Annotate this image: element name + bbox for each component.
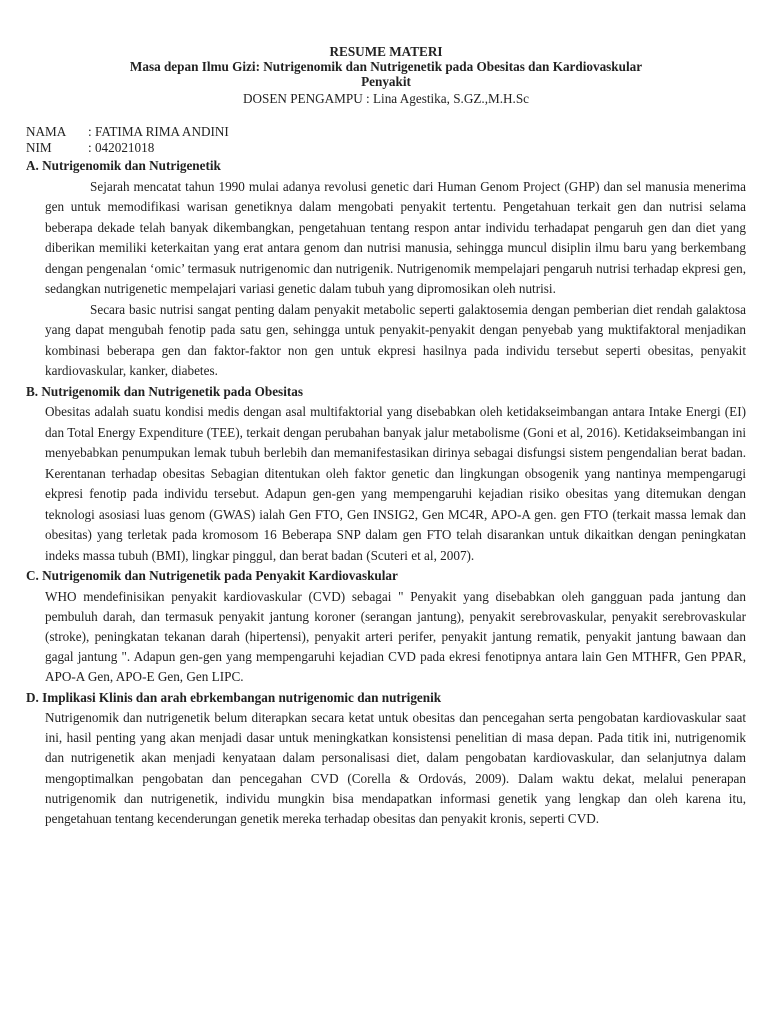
section-b-body	[26, 402, 746, 566]
document-subtitle-line1: Masa depan Ilmu Gizi: Nutrigenomik dan Nutrigenetik pada Obesitas dan Kardiovaskular	[129, 59, 643, 74]
nim-row	[26, 140, 746, 156]
name-row	[26, 124, 746, 140]
document-title: RESUME MATERI	[329, 44, 443, 59]
section-c-body	[26, 587, 746, 688]
nim-label: NIM	[26, 140, 52, 155]
section-d	[26, 688, 746, 830]
document-subtitle-line2: Penyakit	[361, 74, 411, 89]
section-a-body	[26, 177, 746, 382]
section-d-heading: D. Implikasi Klinis dan arah ebrkembangan nutrigenomic dan nutrigenik	[26, 689, 442, 705]
section-a-paragraph-2: Secara basic nutrisi sangat penting dalam penyakit metabolic seperti galaktosemia dengan pemberian diet rendah galaktosa yang dapat mengubah fenotip pada satu gen, sehingga untuk penyakit-penyakit dengan penyebab yang muktifaktoral menjadikan kombinasi beberapa gen dan faktor-faktor non gen untuk ekpresi hasilnya pada individu tersebut seperti obesitas, penyakit kardiovaskular, kanker, diabetes.	[45, 301, 746, 378]
section-a-paragraph-1: Sejarah mencatat tahun 1990 mulai adanya revolusi genetic dari Human Genom Project (GHP) dan sel manusia menerima gen untuk memodifikasi warisan genetiknya dalam mengobati penyakit tertentu. Pengetahuan terkait gen dan nutrisi selama beberapa dekade telah banyak dikembangkan, pengetahuan tentang respon antar individu terhadapat pengaruh gen dan diet yang diberikan memiliki keterkaitan yang erat antara genom dan nutrisi manusia, sehingga muncul disiplin ilmu baru yang berkembang dengan pengenalan ‘omic’ termasuk nutrigenomic dan nutrigenik. Nutrigenomik mempelajari pengaruh nutrisi terhadap ekpresi gen, sedangkan nutrigenetic mempelajari variasi genetic dalam tubuh yang dipromosikan oleh nutrisi.	[45, 178, 746, 296]
nim-value: : 042021018	[88, 140, 155, 155]
section-a-heading: A. Nutrigenomik dan Nutrigenetik	[26, 158, 221, 173]
section-b-heading: B. Nutrigenomik dan Nutrigenetik pada Obesitas	[26, 383, 303, 399]
section-d-body	[26, 708, 746, 829]
section-c-paragraph-1: WHO mendefinisikan penyakit kardiovaskular (CVD) sebagai " Penyakit yang disebabkan oleh gangguan pada jantung dan pembuluh darah, dan termasuk penyakit jantung koroner (serangan jantung), penyakit serebrovaskular, penyakit serebrovaskular (stroke), peningkatan tekanan darah (hipertensi), penyakit arteri perifer, penyakit jantung rematik, penyakit jantung bawaan dan gagal jantung ". Adapun gen-gen yang mempengaruhi kejadian CVD pada ekresi fenotipnya antara lain Gen MTHFR, Gen PPAR, APO-A Gen, APO-E Gen, Gen LIPC.	[45, 588, 746, 685]
name-value: : FATIMA RIMA ANDINI	[88, 124, 229, 139]
section-c	[26, 566, 746, 688]
section-b	[26, 382, 746, 567]
section-c-heading: C. Nutrigenomik dan Nutrigenetik pada Penyakit Kardiovaskular	[26, 568, 398, 583]
section-b-paragraph-1: Obesitas adalah suatu kondisi medis dengan asal multifaktorial yang disebabkan oleh ketidakseimbangan antara Intake Energi (EI) dan Total Energy Expenditure (TEE), terkait dengan perubahan banyak jalur metabolisme (Goni et al, 2016). Ketidakseimbangan ini menyebabkan penumpukan lemak tubuh berlebih dan memanifestasikan dirinya sebagai disfungsi sistem pengendalian berat badan. Kerentanan terhadap obesitas Sebagian ditentukan oleh faktor genetic dan lingkungan obsogenik yang nantinya mempengarugi ekpresi fenotip pada individu tersebut. Adapun gen-gen yang mempengaruhi kejadian risiko obesitas yang ditemukan dengan teknologi asosiasi luas genom (GWAS) ialah Gen FTO, Gen INSIG2, Gen MC4R, APO-A gen. gen FTO (terkait massa lemak dan obesitas) yang terletak pada kromosom 16 Beberapa SNP dalam gen FTO telah disarankan untuk dikaitkan dengan peningkatan indeks massa tubuh (BMI), lingkar pinggul, dan berat badan (Scuteri et al, 2007).	[45, 404, 746, 563]
section-a	[26, 156, 746, 382]
lecturer-line: DOSEN PENGAMPU : Lina Agestika, S.GZ.,M.H.Sc	[242, 91, 530, 106]
name-label: NAMA	[26, 124, 67, 139]
section-d-paragraph-1: Nutrigenomik dan nutrigenetik belum diterapkan secara ketat untuk obesitas dan pencegahan serta pengobatan kardiovaskular saat ini, hasil penting yang akan menjadi dasar untuk meningkatkan konsistensi penelitian di masa depan. Pada titik ini, nutrigenomik dan nutrigenetik akan menjadi kenyataan dalam personalisasi diet, dalam pengobatan kardiovaskular, dan selanjutnya dalam mengoptimalkan pengobatan dan pencegahan CVD (Corella & Ordovás, 2009). Dalam waktu dekat, melalui penerapan nutrigenomik dan nutrigenetik, individu mungkin bisa mendapatkan informasi genetik yang lengkap dan oleh karena itu, pengetahuan tentang kecenderungan genetik mereka terhadap obesitas dan penyakit kronis, seperti CVD.	[45, 710, 746, 827]
